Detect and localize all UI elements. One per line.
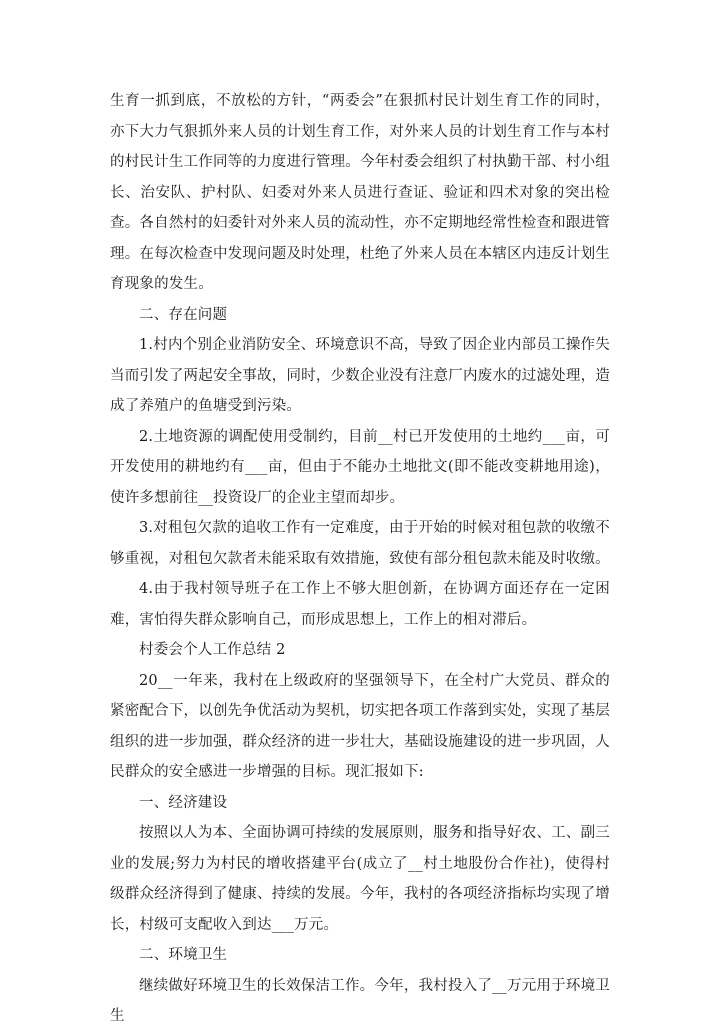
- problem-item-1: 1.村内个别企业消防安全、环境意识不高，导致了因企业内部员工操作失当而引发了两起安全事故，同时，少数企业没有注意厂内废水的过滤处理，造成了养殖户的鱼塘受到污染。: [110, 337, 610, 414]
- heading-existing-problems: 二、存在问题: [139, 306, 228, 323]
- paragraph-annual-intro: 20__一年来，我村在上级政府的坚强领导下，在全村广大党员、群众的紧密配合下，以创先争优活动为契机，切实把各项工作落到实处，实现了基层组织的进一步加强，群众经济的进一步壮大，基础设施建设的进一步巩固，人民群众的安全感进一步增强的目标。现汇报如下:: [110, 672, 610, 780]
- document-body: [110, 86, 610, 1032]
- heading-environmental-sanitation: 二、环境卫生: [139, 947, 228, 963]
- paragraph-family-planning: 生育一抓到底，不放松的方针，“两委会”在狠抓村民计划生育工作的同时，亦下大力气狠抓外来人员的计划生育工作，对外来人员的计划生育工作与本村的村民计生工作同等的力度进行管理。今年村委会组织了村执勤干部、村小组长、治安队、护村队、妇委对外来人员进行查证、验证和四术对象的突出检查。各自然村的妇委针对外来人员的流动性，亦不定期地经常性检查和跟进管理。在每次检查中发现问题及时处理，杜绝了外来人员在本辖区内违反计划生育现象的发生。: [110, 93, 610, 292]
- paragraph-economic-construction: 按照以人为本、全面协调可持续的发展原则，服务和指导好农、工、副三业的发展;努力为村民的增收搭建平台(成立了__村土地股份合作社)，使得村级群众经济得到了健康、持续的发展。今年，我村的各项经济指标均实现了增长，村级可支配收入到达___万元。: [110, 825, 610, 933]
- heading-economic-construction: 一、经济建设: [139, 794, 228, 811]
- section-title-summary-2: 村委会个人工作总结 2: [139, 642, 286, 658]
- problem-item-2: 2.土地资源的调配使用受制约，目前__村已开发使用的土地约___亩，可开发使用的耕地约有___亩，但由于不能办土地批文(即不能改变耕地用途)，使许多想前往__投资设厂的企业主望而却步。: [110, 428, 610, 506]
- problem-item-4: 4.由于我村领导班子在工作上不够大胆创新，在协调方面还存在一定困难，害怕得失群众影响自己，而形成思想上，工作上的相对滞后。: [110, 581, 610, 628]
- paragraph-environmental-sanitation: 继续做好环境卫生的长效保洁工作。今年，我村投入了__万元用于环境卫生: [110, 977, 610, 1024]
- problem-item-3: 3.对租包欠款的追收工作有一定难度，由于开始的时候对租包款的收缴不够重视，对租包欠款者未能采取有效措施，致使有部分租包款未能及时收缴。: [110, 520, 610, 567]
